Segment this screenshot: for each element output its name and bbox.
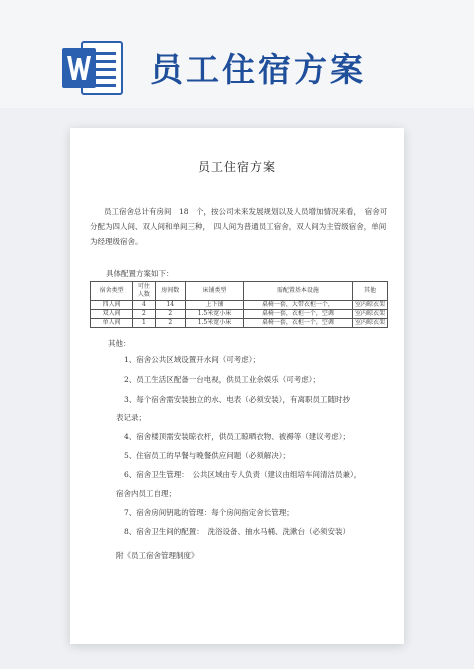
banner (0, 0, 474, 108)
other-label: 其他： (108, 339, 131, 348)
banner-title: 员工住宿方案 (150, 50, 366, 89)
list-item-continuation: 宿舍内员工自理； (116, 489, 176, 498)
list-item-continuation: 表记录； (116, 413, 146, 422)
table-cell: 上下铺 (186, 301, 244, 310)
table-cell: 2 (133, 310, 155, 319)
table-cell: 室内晾衣架 (352, 319, 387, 328)
list-item: 7、宿舍房间钥匙的管理：每个房间指定舍长管理； (124, 508, 294, 517)
header-cell: 需配置基本设施 (243, 282, 352, 301)
table-cell: 桌椅一套，大带衣柜一个， (243, 301, 352, 310)
header-cell: 床铺类型 (186, 282, 244, 301)
table-cell: 14 (155, 301, 186, 310)
document-page (70, 128, 404, 644)
table-row (91, 301, 388, 310)
list-item: 5、住宿员工的早餐与晚餐供应问题（必须解决）； (124, 451, 291, 460)
table-cell: 室内晾衣架 (352, 310, 387, 319)
list-item: 6、宿舍卫生管理： 公共区域由专人负责（建议由组培车间清洁员兼）， (124, 470, 362, 479)
list-item: 1、宿舍公共区域设置开水间（可考虑）； (124, 355, 261, 364)
word-document-icon (62, 40, 126, 98)
table-cell: 四人间 (91, 301, 133, 310)
table-row (91, 310, 388, 319)
table-cell: 1.5米宽小床 (186, 319, 244, 328)
table-cell: 桌椅一套，衣柜一个，空调 (243, 310, 352, 319)
header-cell: 房间数 (155, 282, 186, 301)
document-title: 员工住宿方案 (197, 160, 276, 174)
intro-paragraph: 员工宿舍总计有房间 18 个，按公司未来发展规划以及人员增加情况来看， 宿舍可分配为四人间、双人间和单间三种， 四人间为普通员工宿舍，双人间为主管级宿舍，单间为经理级宿舍。 (90, 207, 388, 246)
table-cell: 4 (133, 301, 155, 310)
list-item: 3、每个宿舍需安装独立的水、电表（必须安装），有离职员工随时抄 (124, 395, 351, 404)
table-cell: 1 (133, 319, 155, 328)
list-item: 4、宿舍楼顶需安装晾衣杆，供员工晾晒衣物、被褥等（建议考虑）； (124, 432, 351, 441)
config-heading: 具体配置方案如下： (106, 269, 174, 278)
table-header-row (91, 282, 388, 301)
table-cell: 1.5米宽小床 (186, 310, 244, 319)
table-cell: 室内晾衣架 (352, 301, 387, 310)
table-cell: 桌椅一套，衣柜一个，空调 (243, 319, 352, 328)
header-cell: 其他 (352, 282, 387, 301)
header-cell: 可住人数 (133, 282, 155, 301)
table-cell: 单人间 (91, 319, 133, 328)
table-cell: 2 (155, 310, 186, 319)
table-cell: 2 (155, 319, 186, 328)
dorm-config-table (90, 281, 388, 328)
table-row (91, 319, 388, 328)
list-item: 8、宿舍卫生间的配置： 洗浴设备、抽水马桶、洗漱台（必须安装） (124, 527, 351, 536)
list-item: 2、员工生活区配备一台电视，供员工业余娱乐（可考虑）； (124, 375, 321, 384)
header-cell: 宿舍类型 (91, 282, 133, 301)
appendix-note: 附《员工宿舍管理制度》 (116, 551, 199, 560)
table-cell: 双人间 (91, 310, 133, 319)
